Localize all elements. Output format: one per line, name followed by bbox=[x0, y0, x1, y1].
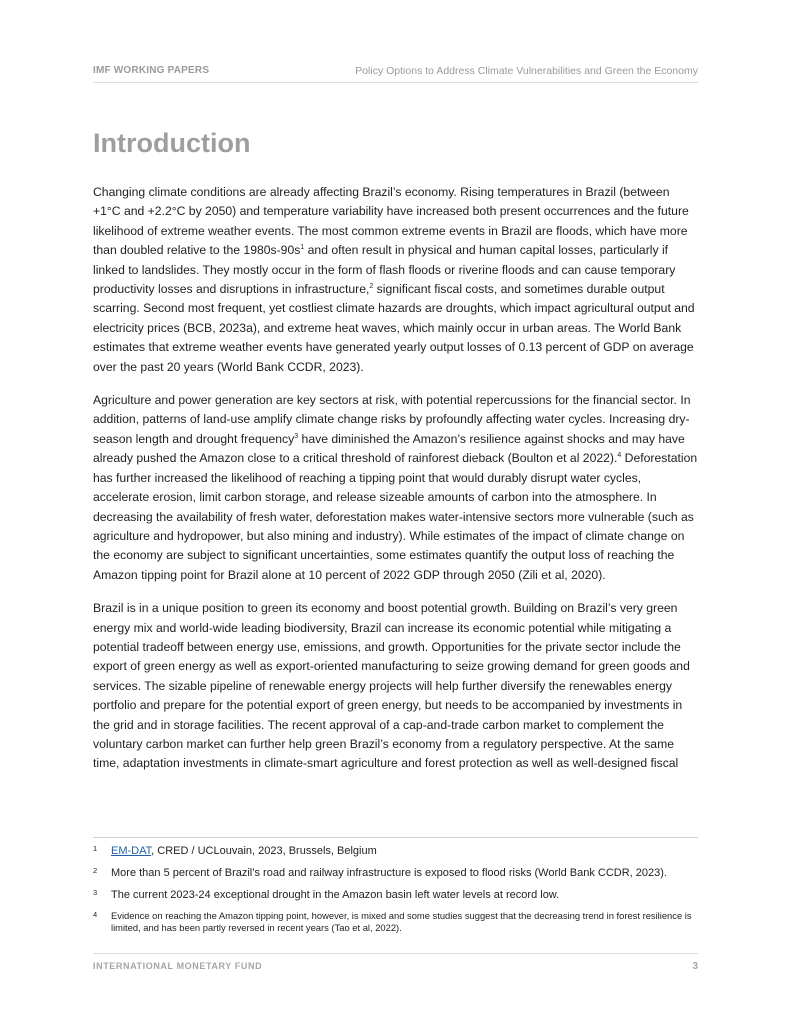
footnote-ref-2[interactable]: 2 bbox=[369, 282, 374, 290]
paragraph-1: Changing climate conditions are already affecting Brazil’s economy. Rising temperatures in Brazil (between +1°C and +2.2°C by 2050) and temperature variability have increased both present occurrences and the future likelihood of extreme weather events. The most common extreme events in Brazil are floods, which have more than doubled relative to the $1980s-90s^1$ and often result in physical and human capital losses, particularly if linked to landslides. They mostly occur in the form of flash floods or riverine floods and can cause temporary productivity losses and disruptions in infrastructure,$^2$ significant fiscal costs, and sometimes durable output scarring. Second most frequent, yet costliest climate hazards are droughts, which impact agricultural output and electricity prices (BCB, 2023a), and extreme heat waves, which mainly occur in urban areas. The World Bank estimates that extreme weather events have generated yearly output losses of 0.13 percent of GDP on average over the past 20 years (World Bank CCDR, 2023). bbox=[93, 185, 695, 374]
page-footer bbox=[93, 953, 698, 974]
footnote-ref-1[interactable]: 1 bbox=[300, 244, 305, 252]
paragraph-2: Agriculture and power generation are key sectors at risk, with potential repercussions for the financial sector. In addition, patterns of land-use amplify climate change risks by profoundly affecting water cycles. Increasing dry-season length and drought frequency$^3$ have diminished the Amazon’s resilience against shocks and may have already pushed the Amazon close to a critical threshold of rainforest dieback (Boulton et al 2022).$^4$ Deforestation has further increased the likelihood of reaching a tipping point that would durably disrupt water cycles, accelerate erosion, limit carbon storage, and release sizeable amounts of carbon into the atmosphere. In decreasing the availability of fresh water, deforestation makes water-intensive sectors more vulnerable (such as agriculture and hydropower, but also mining and industry). While estimates of the impact of climate change on the economy are subject to significant uncertainties, some estimates quantify the output loss of reaching the Amazon tipping point for Brazil alone at 10 percent of 2022 GDP through 2050 (Zili et al, 2020). bbox=[93, 393, 698, 582]
footnote-divider bbox=[93, 837, 698, 838]
em-dat-link[interactable]: EM-DAT bbox=[111, 845, 152, 857]
footnotes bbox=[93, 844, 699, 941]
section-title: Introduction bbox=[93, 128, 251, 158]
header-series-title: IMF WORKING PAPERS bbox=[93, 65, 210, 76]
footer-organization: INTERNATIONAL MONETARY FUND bbox=[93, 961, 263, 971]
footnote-2: 2 More than 5 percent of Brazil’s road and railway infrastructure is exposed to flood risks (World Bank CCDR, 2023). bbox=[93, 866, 667, 879]
footnote-1: 1 EM-DAT, CRED / UCLouvain, 2023, Brussels, Belgium bbox=[93, 844, 377, 857]
footnote-3: 3 The current 2023-24 exceptional drought in the Amazon basin left water levels at record low. bbox=[93, 888, 560, 901]
body-text bbox=[93, 183, 699, 788]
footnote-ref-3[interactable]: 3 bbox=[294, 432, 299, 440]
header-paper-title: Policy Options to Address Climate Vulnerabilities and Green the Economy bbox=[355, 65, 698, 77]
footnote-ref-4[interactable]: 4 bbox=[617, 452, 622, 460]
paragraph-3: Brazil is in a unique position to green its economy and boost potential growth. Building on Brazil’s very green energy mix and world-wide leading biodiversity, Brazil can increase its economic potential while mitigating a potential tradeoff between energy use, emissions, and growth. Opportunities for the private sector include the export of green energy as well as export-oriented manufacturing to seize growing demand for green goods and services. The sizable pipeline of renewable energy projects will help further diversify the renewables energy portfolio and prepare for the potential export of green energy, but needs to be accompanied by investments in the grid and in storage facilities. The recent approval of a cap-and-trade carbon market to complement the voluntary carbon market can further help green Brazil’s economy from a regulatory perspective. At the same time, adaptation investments in climate-smart agriculture and forest protection as well as well-designed fiscal bbox=[93, 601, 690, 771]
page-number: 3 bbox=[692, 961, 698, 972]
page-header bbox=[93, 64, 698, 83]
footnote-4: 4 Evidence on reaching the Amazon tipping point, however, is mixed and some studies suggest that the decreasing trend in forest resilience is limited, and has been partly reversed in recent years (Tao et al, 2022). bbox=[93, 910, 692, 933]
